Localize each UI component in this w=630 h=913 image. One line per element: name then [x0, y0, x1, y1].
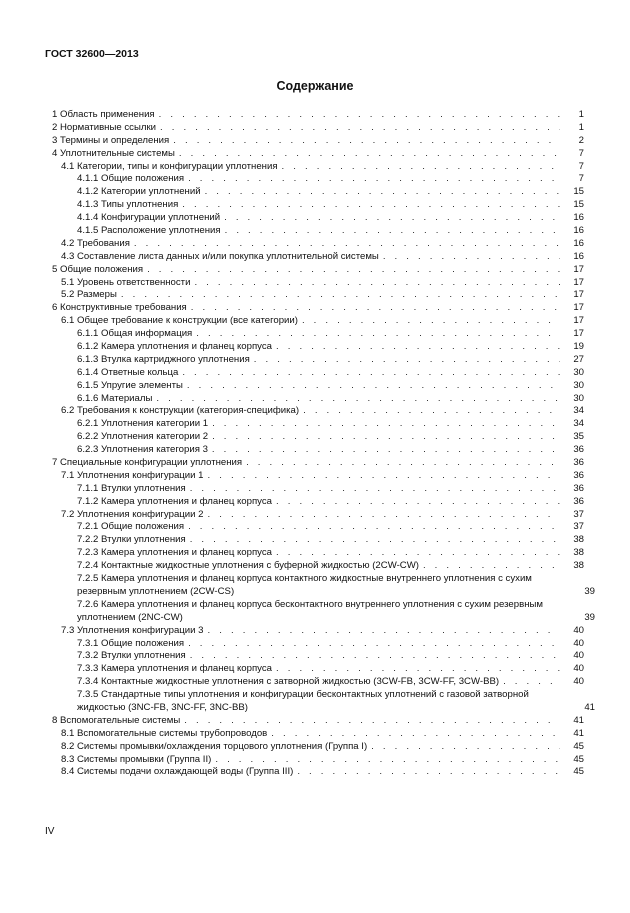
toc-entry-label: 1 Область применения: [52, 108, 155, 120]
toc-entry[interactable]: [52, 483, 584, 496]
toc-entry-label: 7.2.4 Контактные жидкостные уплотнения с буферной жидкостью (2CW-CW): [77, 560, 419, 572]
toc-entry[interactable]: [52, 380, 584, 393]
toc-leader-dots: [276, 663, 560, 676]
toc-entry-page: 45: [573, 766, 584, 778]
toc-entry-page: 34: [573, 418, 584, 430]
toc-entry[interactable]: [52, 238, 584, 251]
toc-entry[interactable]: [52, 741, 584, 754]
toc-leader-dots: [160, 122, 560, 135]
toc-entry[interactable]: [52, 135, 584, 148]
toc-leader-dots: [191, 302, 560, 315]
toc-entry[interactable]: [52, 302, 584, 315]
toc-entry-page: 40: [573, 637, 584, 649]
toc-entry[interactable]: [52, 109, 584, 122]
toc-entry[interactable]: [52, 431, 584, 444]
toc-entry-label: 7.2.2 Втулки уплотнения: [77, 534, 186, 546]
toc-entry[interactable]: [52, 470, 584, 483]
toc-entry[interactable]: [52, 405, 584, 418]
toc-entry-label: 6.1.1 Общая информация: [77, 328, 193, 340]
toc-entry[interactable]: [52, 560, 584, 573]
toc-leader-dots: [184, 715, 560, 728]
toc-leader-dots: [147, 264, 560, 277]
toc-leader-dots: [188, 638, 560, 651]
toc-entry-label: 5.2 Размеры: [61, 289, 117, 301]
toc-entry-page: 38: [573, 547, 584, 559]
toc-entry-label: 7.3 Уплотнения конфигурации 3: [61, 624, 204, 636]
toc-leader-dots: [276, 341, 560, 354]
toc-entry-page: 36: [573, 482, 584, 494]
toc-entry-label: 6.2.2 Уплотнения категории 2: [77, 431, 209, 443]
toc-leader-dots: [371, 741, 560, 754]
toc-entry-label: 6.1 Общее требование к конструкции (все категории): [61, 315, 298, 327]
toc-entry-label: 7.3.4 Контактные жидкостные уплотнения с затворной жидкостью (3CW-FB, 3CW-FF, 3CW-BB): [77, 676, 500, 688]
toc-entry-label: 8 Вспомогательные системы: [52, 714, 181, 726]
toc-entry-page: 36: [573, 444, 584, 456]
toc-leader-dots: [190, 650, 560, 663]
toc-leader-dots: [121, 289, 560, 302]
toc-leader-dots: [212, 418, 560, 431]
toc-entry[interactable]: [52, 199, 584, 212]
toc-entry[interactable]: [52, 598, 595, 625]
toc-entry-page: 16: [573, 212, 584, 224]
toc-leader-dots: [194, 277, 560, 290]
toc-entry-label: 7.2.5 Камера уплотнения и фланец корпуса контактного жидкостные внутреннего уплотнения с сухим резервным уплотнением (2CW-CS): [77, 573, 532, 597]
toc-entry-label: 8.1 Вспомогательные системы трубопроводов: [61, 727, 268, 739]
toc-leader-dots: [282, 161, 560, 174]
toc-entry-page: 27: [573, 353, 584, 365]
toc-entry-label: 5.1 Уровень ответственности: [61, 276, 191, 288]
toc-entry-label: 5 Общие положения: [52, 263, 144, 275]
toc-entry-label: 4.1.1 Общие положения: [77, 173, 185, 185]
toc-entry-page: 1: [578, 121, 584, 133]
toc-entry-label: 8.3 Системы промывки (Группа II): [61, 753, 212, 765]
toc-entry-label: 7 Специальные конфигурации уплотнения: [52, 457, 243, 469]
toc-entry-page: 40: [573, 676, 584, 688]
toc-leader-dots: [190, 534, 560, 547]
toc-leader-dots: [179, 148, 560, 161]
toc-leader-dots: [423, 560, 560, 573]
toc-entry-page: 35: [573, 431, 584, 443]
toc-entry-label: 4.1.4 Конфигурации уплотнений: [77, 212, 221, 224]
toc-entry[interactable]: [52, 161, 584, 174]
toc-entry-page: 37: [573, 521, 584, 533]
toc-entry-label: 6.2.3 Уплотнения категория 3: [77, 444, 208, 456]
toc-leader-dots: [156, 393, 560, 406]
toc-entry[interactable]: [52, 212, 584, 225]
toc-leader-dots: [205, 186, 560, 199]
toc-entry-page: 41: [573, 714, 584, 726]
toc-entry-label: 6 Конструктивные требования: [52, 302, 187, 314]
toc-entry-label: 7.3.2 Втулки уплотнения: [77, 650, 186, 662]
toc-entry-label: 7.1.2 Камера уплотнения и фланец корпуса: [77, 495, 272, 507]
toc-entry-page: 37: [573, 508, 584, 520]
toc-leader-dots: [208, 625, 560, 638]
toc-entry[interactable]: [52, 457, 584, 470]
toc-entry[interactable]: [52, 650, 584, 663]
toc-leader-dots: [173, 135, 560, 148]
table-of-contents: [52, 108, 595, 779]
toc-leader-dots: [225, 225, 560, 238]
toc-entry[interactable]: [52, 676, 584, 689]
toc-entry-page: 19: [573, 341, 584, 353]
toc-entry[interactable]: [52, 573, 595, 599]
toc-entry[interactable]: [52, 289, 584, 302]
toc-entry[interactable]: [52, 264, 584, 277]
toc-entry[interactable]: [52, 444, 584, 457]
toc-leader-dots: [303, 405, 560, 418]
toc-entry-label: 2 Нормативные ссылки: [52, 121, 157, 133]
toc-leader-dots: [297, 766, 560, 779]
toc-leader-dots: [254, 354, 560, 367]
toc-leader-dots: [383, 251, 560, 264]
toc-entry-page: 17: [573, 289, 584, 301]
toc-entry[interactable]: [52, 354, 584, 367]
toc-entry[interactable]: [52, 315, 584, 328]
toc-entry-page: 45: [573, 740, 584, 752]
toc-leader-dots: [190, 483, 560, 496]
toc-entry-label: 7.2.3 Камера уплотнения и фланец корпуса: [77, 547, 272, 559]
page-number: IV: [45, 826, 55, 837]
toc-entry-page: 7: [578, 173, 584, 185]
toc-entry[interactable]: [52, 625, 584, 638]
toc-leader-dots: [182, 367, 560, 380]
toc-entry[interactable]: [52, 728, 584, 741]
toc-entry-page: 40: [573, 650, 584, 662]
toc-entry[interactable]: [52, 225, 584, 238]
toc-entry[interactable]: [52, 766, 584, 779]
toc-entry-page: 39: [584, 585, 595, 597]
toc-entry-page: 16: [573, 225, 584, 236]
toc-entry-page: 1: [578, 108, 584, 120]
toc-entry-label: 4.1.2 Категории уплотнений: [77, 186, 201, 198]
toc-entry[interactable]: [52, 328, 584, 341]
toc-entry-page: 16: [573, 237, 584, 249]
toc-entry-label: 7.3.5 Стандартные типы уплотнения и конфигурации бесконтактных уплотнений с газовой затворной жидкостью (3NC-FB, 3NC-FF, 3NC-BB): [77, 689, 529, 713]
toc-entry-label: 7.2 Уплотнения конфигурации 2: [61, 508, 204, 520]
toc-entry-page: 41: [573, 727, 584, 739]
toc-leader-dots: [188, 173, 560, 186]
toc-entry-label: 4.3 Составление листа данных и/или покупка уплотнительной системы: [61, 250, 379, 262]
toc-leader-dots: [503, 676, 560, 689]
toc-entry-label: 8.2 Системы промывки/охлаждения торцового уплотнения (Группа I): [61, 740, 368, 752]
toc-entry-label: 6.2 Требования к конструкции (категория-специфика): [61, 405, 300, 417]
toc-leader-dots: [215, 754, 560, 767]
toc-entry-page: 30: [573, 392, 584, 404]
toc-entry-label: 6.1.5 Упругие элементы: [77, 379, 183, 391]
toc-entry-label: 7.3.3 Камера уплотнения и фланец корпуса: [77, 663, 272, 675]
toc-entry-page: 38: [573, 560, 584, 572]
toc-entry-page: 17: [573, 276, 584, 288]
toc-leader-dots: [187, 380, 560, 393]
toc-entry-page: 17: [573, 328, 584, 340]
toc-entry[interactable]: [52, 715, 584, 728]
toc-entry-page: 45: [573, 753, 584, 765]
toc-entry[interactable]: [52, 393, 584, 406]
toc-entry[interactable]: [52, 418, 584, 431]
toc-entry-label: 4.1 Категории, типы и конфигурации уплотнения: [61, 160, 278, 172]
toc-entry-page: 36: [573, 457, 584, 469]
toc-leader-dots: [159, 109, 560, 122]
toc-entry-page: 40: [573, 663, 584, 675]
toc-leader-dots: [224, 212, 560, 225]
toc-entry-page: 40: [573, 624, 584, 636]
toc-entry[interactable]: [52, 122, 584, 135]
toc-entry[interactable]: [52, 251, 584, 264]
toc-entry-label: 6.1.6 Материалы: [77, 392, 153, 404]
toc-entry[interactable]: [52, 689, 595, 715]
toc-entry[interactable]: [52, 496, 584, 509]
toc-entry-label: 7.2.6 Камера уплотнения и фланец корпуса бесконтактного внутреннего уплотнения с сухим резервным уплотнением (2NC-CW): [77, 598, 543, 623]
toc-entry-page: 34: [573, 405, 584, 417]
toc-leader-dots: [271, 728, 560, 741]
toc-entry-label: 7.3.1 Общие положения: [77, 637, 185, 649]
toc-leader-dots: [208, 470, 560, 483]
toc-entry[interactable]: [52, 341, 584, 354]
toc-leader-dots: [134, 238, 560, 251]
toc-entry[interactable]: [52, 148, 584, 161]
toc-entry-page: 7: [578, 147, 584, 159]
toc-entry-label: 4 Уплотнительные системы: [52, 147, 175, 159]
toc-entry[interactable]: [52, 663, 584, 676]
toc-entry-page: 15: [573, 186, 584, 198]
toc-entry-page: 17: [573, 263, 584, 275]
toc-entry-page: 30: [573, 366, 584, 378]
toc-leader-dots: [276, 547, 560, 560]
toc-leader-dots: [276, 496, 560, 509]
toc-entry-label: 7.2.1 Общие положения: [77, 521, 185, 533]
toc-entry-label: 3 Термины и определения: [52, 134, 170, 146]
toc-entry[interactable]: [52, 547, 584, 560]
toc-entry[interactable]: [52, 509, 584, 522]
toc-entry-page: 38: [573, 534, 584, 546]
toc-leader-dots: [208, 509, 560, 522]
toc-entry-label: 7.1.1 Втулки уплотнения: [77, 482, 186, 494]
toc-entry-page: 41: [584, 702, 595, 713]
toc-leader-dots: [188, 521, 560, 534]
toc-entry[interactable]: [52, 754, 584, 767]
toc-entry-page: 36: [573, 495, 584, 507]
toc-leader-dots: [196, 328, 560, 341]
toc-entry-page: 7: [578, 160, 584, 172]
toc-entry-page: 2: [578, 134, 584, 146]
toc-entry-label: 4.1.5 Расположение уплотнения: [77, 225, 221, 236]
toc-entry-label: 7.1 Уплотнения конфигурации 1: [61, 469, 204, 481]
toc-entry[interactable]: [52, 367, 584, 380]
toc-leader-dots: [302, 315, 560, 328]
toc-entry-label: 6.1.2 Камера уплотнения и фланец корпуса: [77, 341, 272, 353]
toc-entry-page: 16: [573, 250, 584, 262]
document-header: ГОСТ 32600—2013: [45, 48, 139, 60]
toc-entry-label: 6.1.3 Втулка картриджного уплотнения: [77, 353, 250, 365]
toc-entry-label: 4.1.3 Типы уплотнения: [77, 199, 179, 211]
toc-entry[interactable]: [52, 638, 584, 651]
page-title: Содержание: [276, 79, 354, 93]
toc-leader-dots: [212, 431, 560, 444]
toc-leader-dots: [182, 199, 560, 212]
toc-entry-label: 8.4 Системы подачи охлаждающей воды (Группа III): [61, 766, 294, 778]
toc-entry-page: 17: [573, 302, 584, 314]
toc-entry-label: 6.1.4 Ответные кольца: [77, 366, 179, 378]
toc-entry-label: 4.2 Требования: [61, 237, 130, 249]
toc-entry[interactable]: [52, 522, 584, 535]
toc-leader-dots: [246, 457, 560, 470]
toc-entry-page: 30: [573, 379, 584, 391]
toc-entry-page: 39: [584, 611, 595, 623]
toc-entry-page: 15: [573, 199, 584, 211]
toc-entry-label: 6.2.1 Уплотнения категории 1: [77, 418, 209, 430]
toc-entry[interactable]: [52, 534, 584, 547]
toc-entry[interactable]: [52, 277, 584, 290]
toc-leader-dots: [212, 444, 560, 457]
toc-entry-page: 36: [573, 469, 584, 481]
toc-entry[interactable]: [52, 173, 584, 186]
toc-entry-page: 17: [573, 315, 584, 327]
toc-entry[interactable]: [52, 186, 584, 199]
